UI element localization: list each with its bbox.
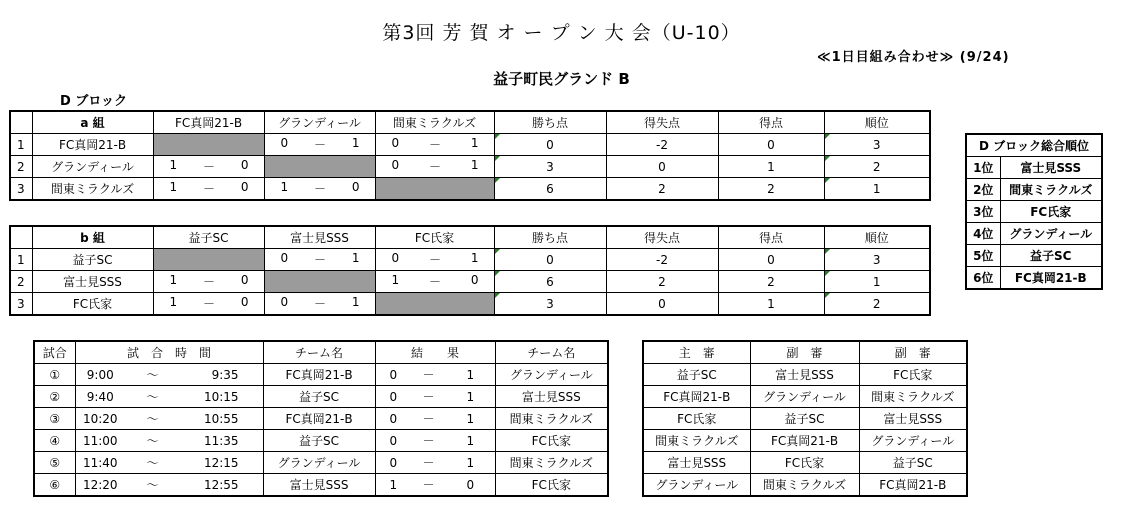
row-number: 1	[10, 134, 32, 156]
score-part: 1	[169, 273, 178, 287]
self-match-cell	[264, 156, 375, 178]
ranking-row	[966, 179, 1102, 201]
score-part: 0	[240, 295, 249, 309]
start-time: 11:40	[75, 452, 125, 474]
main-referee: 富士見SSS	[643, 452, 750, 474]
time-separator: ～	[125, 452, 180, 474]
assistant-referee-1: FC氏家	[750, 452, 859, 474]
score-part: 0	[240, 273, 249, 287]
match-score-cell	[153, 271, 264, 293]
score-separator: －	[411, 430, 446, 452]
goal-diff-value: -2	[606, 134, 718, 156]
assistant-referee-1: グランディール	[750, 386, 859, 408]
col-goals: 得点	[718, 226, 824, 249]
venue-label: 益子町民グランド B	[493, 70, 630, 88]
match-score-cell	[153, 156, 264, 178]
end-time: 9:35	[180, 364, 263, 386]
team2-score: 1	[446, 364, 495, 386]
team1-score: 0	[375, 408, 411, 430]
page-title: 第3回 芳 賀 オ ー プ ン 大 会（U-10）	[382, 22, 741, 44]
points-value: 3	[494, 156, 606, 178]
col-rank: 順位	[824, 226, 930, 249]
time-separator: ～	[125, 408, 180, 430]
ranking-place: 1位	[966, 157, 1000, 179]
match-number: ③	[34, 408, 75, 430]
score-part: 0	[280, 295, 289, 309]
start-time: 10:20	[75, 408, 125, 430]
score-part: －	[313, 138, 326, 152]
match-score	[376, 158, 494, 175]
score-part: －	[202, 160, 215, 174]
goals-value: 1	[718, 156, 824, 178]
end-time: 12:55	[180, 474, 263, 497]
group-b-name: b 組	[32, 226, 153, 249]
end-time: 10:15	[180, 386, 263, 408]
team1-score: 1	[375, 474, 411, 497]
match-score	[154, 158, 264, 175]
goal-diff-value: 0	[606, 293, 718, 316]
self-match-cell	[153, 249, 264, 271]
score-part: 1	[470, 136, 479, 150]
ranking-team: 富士見SSS	[1000, 157, 1102, 179]
score-part: －	[428, 275, 441, 289]
score-part: －	[202, 297, 215, 311]
main-referee: 間東ミラクルズ	[643, 430, 750, 452]
team2-name: FC氏家	[495, 430, 608, 452]
group-a-col-team: FC真岡21-B	[153, 111, 264, 134]
group-a-name: a 組	[32, 111, 153, 134]
team-name: 間東ミラクルズ	[32, 178, 153, 201]
points-value: 0	[494, 134, 606, 156]
team2-name: FC氏家	[495, 474, 608, 497]
score-part: 1	[470, 251, 479, 265]
assistant-referee-1: 益子SC	[750, 408, 859, 430]
score-separator: －	[411, 408, 446, 430]
assistant-referee-1: 富士見SSS	[750, 364, 859, 386]
referee-col-sub1: 副 審	[750, 341, 859, 364]
team-name: グランディール	[32, 156, 153, 178]
match-score	[265, 251, 375, 268]
time-separator: ～	[125, 430, 180, 452]
row-number: 3	[10, 293, 32, 316]
ranking-team: 益子SC	[1000, 245, 1102, 267]
ranking-place: 2位	[966, 179, 1000, 201]
group-a-col-team: グランディール	[264, 111, 375, 134]
referee-table	[642, 340, 968, 497]
match-score	[376, 251, 494, 268]
group-row	[10, 249, 930, 271]
group-a-col-team: 間東ミラクルズ	[375, 111, 494, 134]
match-score-cell	[264, 249, 375, 271]
schedule-row	[34, 364, 608, 386]
block-label: D ブロック	[60, 94, 128, 109]
ranking-row	[966, 201, 1102, 223]
col-points: 勝ち点	[494, 226, 606, 249]
referee-row	[643, 386, 967, 408]
match-number: ②	[34, 386, 75, 408]
assistant-referee-2: FC真岡21-B	[859, 474, 967, 497]
col-goal-diff: 得失点	[606, 111, 718, 134]
ranking-team: FC氏家	[1000, 201, 1102, 223]
score-part: 0	[240, 158, 249, 172]
col-goals: 得点	[718, 111, 824, 134]
col-goal-diff: 得失点	[606, 226, 718, 249]
ranking-place: 3位	[966, 201, 1000, 223]
score-part: －	[428, 160, 441, 174]
group-row	[10, 134, 930, 156]
group-row	[10, 271, 930, 293]
start-time: 12:20	[75, 474, 125, 497]
match-score	[376, 273, 494, 290]
team-name: FC真岡21-B	[32, 134, 153, 156]
score-part: 0	[240, 180, 249, 194]
match-score-cell	[375, 134, 494, 156]
match-number: ④	[34, 430, 75, 452]
row-number: 2	[10, 271, 32, 293]
score-part: 1	[169, 180, 178, 194]
team1-name: FC真岡21-B	[263, 408, 375, 430]
rank-value: 2	[824, 293, 930, 316]
score-separator: －	[411, 364, 446, 386]
points-value: 6	[494, 178, 606, 201]
schedule-row	[34, 452, 608, 474]
goals-value: 2	[718, 271, 824, 293]
match-score-cell	[375, 249, 494, 271]
self-match-cell	[375, 293, 494, 316]
time-separator: ～	[125, 364, 180, 386]
score-part: 1	[351, 295, 360, 309]
referee-row	[643, 408, 967, 430]
match-score-cell	[153, 178, 264, 201]
team1-name: 富士見SSS	[263, 474, 375, 497]
team2-name: 富士見SSS	[495, 386, 608, 408]
match-score-cell	[264, 178, 375, 201]
ranking-row	[966, 157, 1102, 179]
assistant-referee-2: 富士見SSS	[859, 408, 967, 430]
score-part: 1	[351, 251, 360, 265]
start-time: 11:00	[75, 430, 125, 452]
team2-score: 0	[446, 474, 495, 497]
referee-col-sub2: 副 審	[859, 341, 967, 364]
score-separator: －	[411, 474, 446, 497]
match-score	[265, 136, 375, 153]
team1-score: 0	[375, 364, 411, 386]
end-time: 11:35	[180, 430, 263, 452]
match-number: ⑥	[34, 474, 75, 497]
main-referee: グランディール	[643, 474, 750, 497]
self-match-cell	[153, 134, 264, 156]
score-part: －	[313, 253, 326, 267]
ranking-place: 5位	[966, 245, 1000, 267]
score-part: 1	[280, 180, 289, 194]
rank-value: 1	[824, 178, 930, 201]
main-referee: 益子SC	[643, 364, 750, 386]
team-name: FC氏家	[32, 293, 153, 316]
assistant-referee-1: FC真岡21-B	[750, 430, 859, 452]
schedule-col-team1: チーム名	[263, 341, 375, 364]
ranking-team: FC真岡21-B	[1000, 267, 1102, 290]
assistant-referee-2: 間東ミラクルズ	[859, 386, 967, 408]
score-separator: －	[411, 452, 446, 474]
score-part: 1	[391, 273, 400, 287]
score-part: －	[202, 275, 215, 289]
points-value: 0	[494, 249, 606, 271]
row-number: 3	[10, 178, 32, 201]
match-score-cell	[264, 134, 375, 156]
assistant-referee-2: 益子SC	[859, 452, 967, 474]
score-part: 1	[169, 295, 178, 309]
self-match-cell	[264, 271, 375, 293]
match-score-cell	[375, 271, 494, 293]
time-separator: ～	[125, 386, 180, 408]
referee-row	[643, 430, 967, 452]
team2-score: 1	[446, 386, 495, 408]
score-part: －	[428, 253, 441, 267]
team-name: 益子SC	[32, 249, 153, 271]
schedule-col-match: 試合	[34, 341, 75, 364]
team1-score: 0	[375, 430, 411, 452]
ranking-row	[966, 223, 1102, 245]
group-b-table	[9, 225, 931, 316]
team2-name: 間東ミラクルズ	[495, 452, 608, 474]
team1-name: 益子SC	[263, 430, 375, 452]
team2-score: 1	[446, 452, 495, 474]
schedule-row	[34, 474, 608, 497]
team1-name: FC真岡21-B	[263, 364, 375, 386]
group-a-table	[9, 110, 931, 201]
match-number: ⑤	[34, 452, 75, 474]
match-score-cell	[264, 293, 375, 316]
assistant-referee-1: 間東ミラクルズ	[750, 474, 859, 497]
ranking-table	[965, 133, 1103, 290]
main-referee: FC真岡21-B	[643, 386, 750, 408]
referee-row	[643, 452, 967, 474]
end-time: 12:15	[180, 452, 263, 474]
referee-row	[643, 364, 967, 386]
ranking-row	[966, 267, 1102, 290]
schedule-col-result: 結 果	[375, 341, 495, 364]
goals-value: 2	[718, 178, 824, 201]
group-b-col-team: 益子SC	[153, 226, 264, 249]
ranking-title-row	[966, 134, 1102, 157]
match-score-cell	[375, 156, 494, 178]
team1-score: 0	[375, 386, 411, 408]
team2-name: 間東ミラクルズ	[495, 408, 608, 430]
score-part: 0	[391, 251, 400, 265]
goals-value: 1	[718, 293, 824, 316]
schedule-table	[33, 340, 609, 497]
group-row	[10, 178, 930, 201]
points-value: 3	[494, 293, 606, 316]
match-score-cell	[153, 293, 264, 316]
match-score	[154, 180, 264, 197]
score-part: －	[202, 182, 215, 196]
score-part: 0	[470, 273, 479, 287]
time-separator: ～	[125, 474, 180, 497]
ranking-place: 6位	[966, 267, 1000, 290]
referee-col-main: 主 審	[643, 341, 750, 364]
score-part: 0	[280, 251, 289, 265]
group-b-col-team: 富士見SSS	[264, 226, 375, 249]
match-score	[265, 180, 375, 197]
main-referee: FC氏家	[643, 408, 750, 430]
score-part: 1	[470, 158, 479, 172]
team2-score: 1	[446, 430, 495, 452]
schedule-col-time: 試 合 時 間	[75, 341, 263, 364]
match-score	[376, 136, 494, 153]
goal-diff-value: 0	[606, 156, 718, 178]
schedule-header-row	[34, 341, 608, 364]
start-time: 9:00	[75, 364, 125, 386]
score-part: 0	[391, 158, 400, 172]
end-time: 10:55	[180, 408, 263, 430]
referee-row	[643, 474, 967, 497]
match-score	[154, 295, 264, 312]
match-score	[265, 295, 375, 312]
points-value: 6	[494, 271, 606, 293]
score-part: 1	[351, 136, 360, 150]
group-b-header-row	[10, 226, 930, 249]
rank-value: 2	[824, 156, 930, 178]
group-b-col-team: FC氏家	[375, 226, 494, 249]
rank-value: 3	[824, 134, 930, 156]
goals-value: 0	[718, 134, 824, 156]
score-part: －	[313, 182, 326, 196]
schedule-row	[34, 430, 608, 452]
ranking-title: D ブロック総合順位	[966, 134, 1102, 157]
assistant-referee-2: FC氏家	[859, 364, 967, 386]
team1-score: 0	[375, 452, 411, 474]
match-number: ①	[34, 364, 75, 386]
team-name: 富士見SSS	[32, 271, 153, 293]
score-part: 0	[391, 136, 400, 150]
schedule-row	[34, 386, 608, 408]
ranking-team: グランディール	[1000, 223, 1102, 245]
team2-score: 1	[446, 408, 495, 430]
assistant-referee-2: グランディール	[859, 430, 967, 452]
start-time: 9:40	[75, 386, 125, 408]
score-part: 0	[280, 136, 289, 150]
ranking-row	[966, 245, 1102, 267]
team2-name: グランディール	[495, 364, 608, 386]
group-row	[10, 156, 930, 178]
match-score	[154, 273, 264, 290]
row-number: 1	[10, 249, 32, 271]
row-number: 2	[10, 156, 32, 178]
goals-value: 0	[718, 249, 824, 271]
group-row	[10, 293, 930, 316]
goal-diff-value: 2	[606, 178, 718, 201]
self-match-cell	[375, 178, 494, 201]
rank-value: 3	[824, 249, 930, 271]
team1-name: 益子SC	[263, 386, 375, 408]
rank-value: 1	[824, 271, 930, 293]
goal-diff-value: -2	[606, 249, 718, 271]
col-points: 勝ち点	[494, 111, 606, 134]
score-part: －	[428, 138, 441, 152]
score-part: －	[313, 297, 326, 311]
score-part: 1	[169, 158, 178, 172]
ranking-place: 4位	[966, 223, 1000, 245]
ranking-team: 間東ミラクルズ	[1000, 179, 1102, 201]
group-a-header-row	[10, 111, 930, 134]
referee-header-row	[643, 341, 967, 364]
goal-diff-value: 2	[606, 271, 718, 293]
col-rank: 順位	[824, 111, 930, 134]
schedule-row	[34, 408, 608, 430]
score-separator: －	[411, 386, 446, 408]
score-part: 0	[351, 180, 360, 194]
team1-name: グランディール	[263, 452, 375, 474]
round-label: ≪1日目組み合わせ≫ (9/24)	[817, 50, 1010, 65]
schedule-col-team2: チーム名	[495, 341, 608, 364]
